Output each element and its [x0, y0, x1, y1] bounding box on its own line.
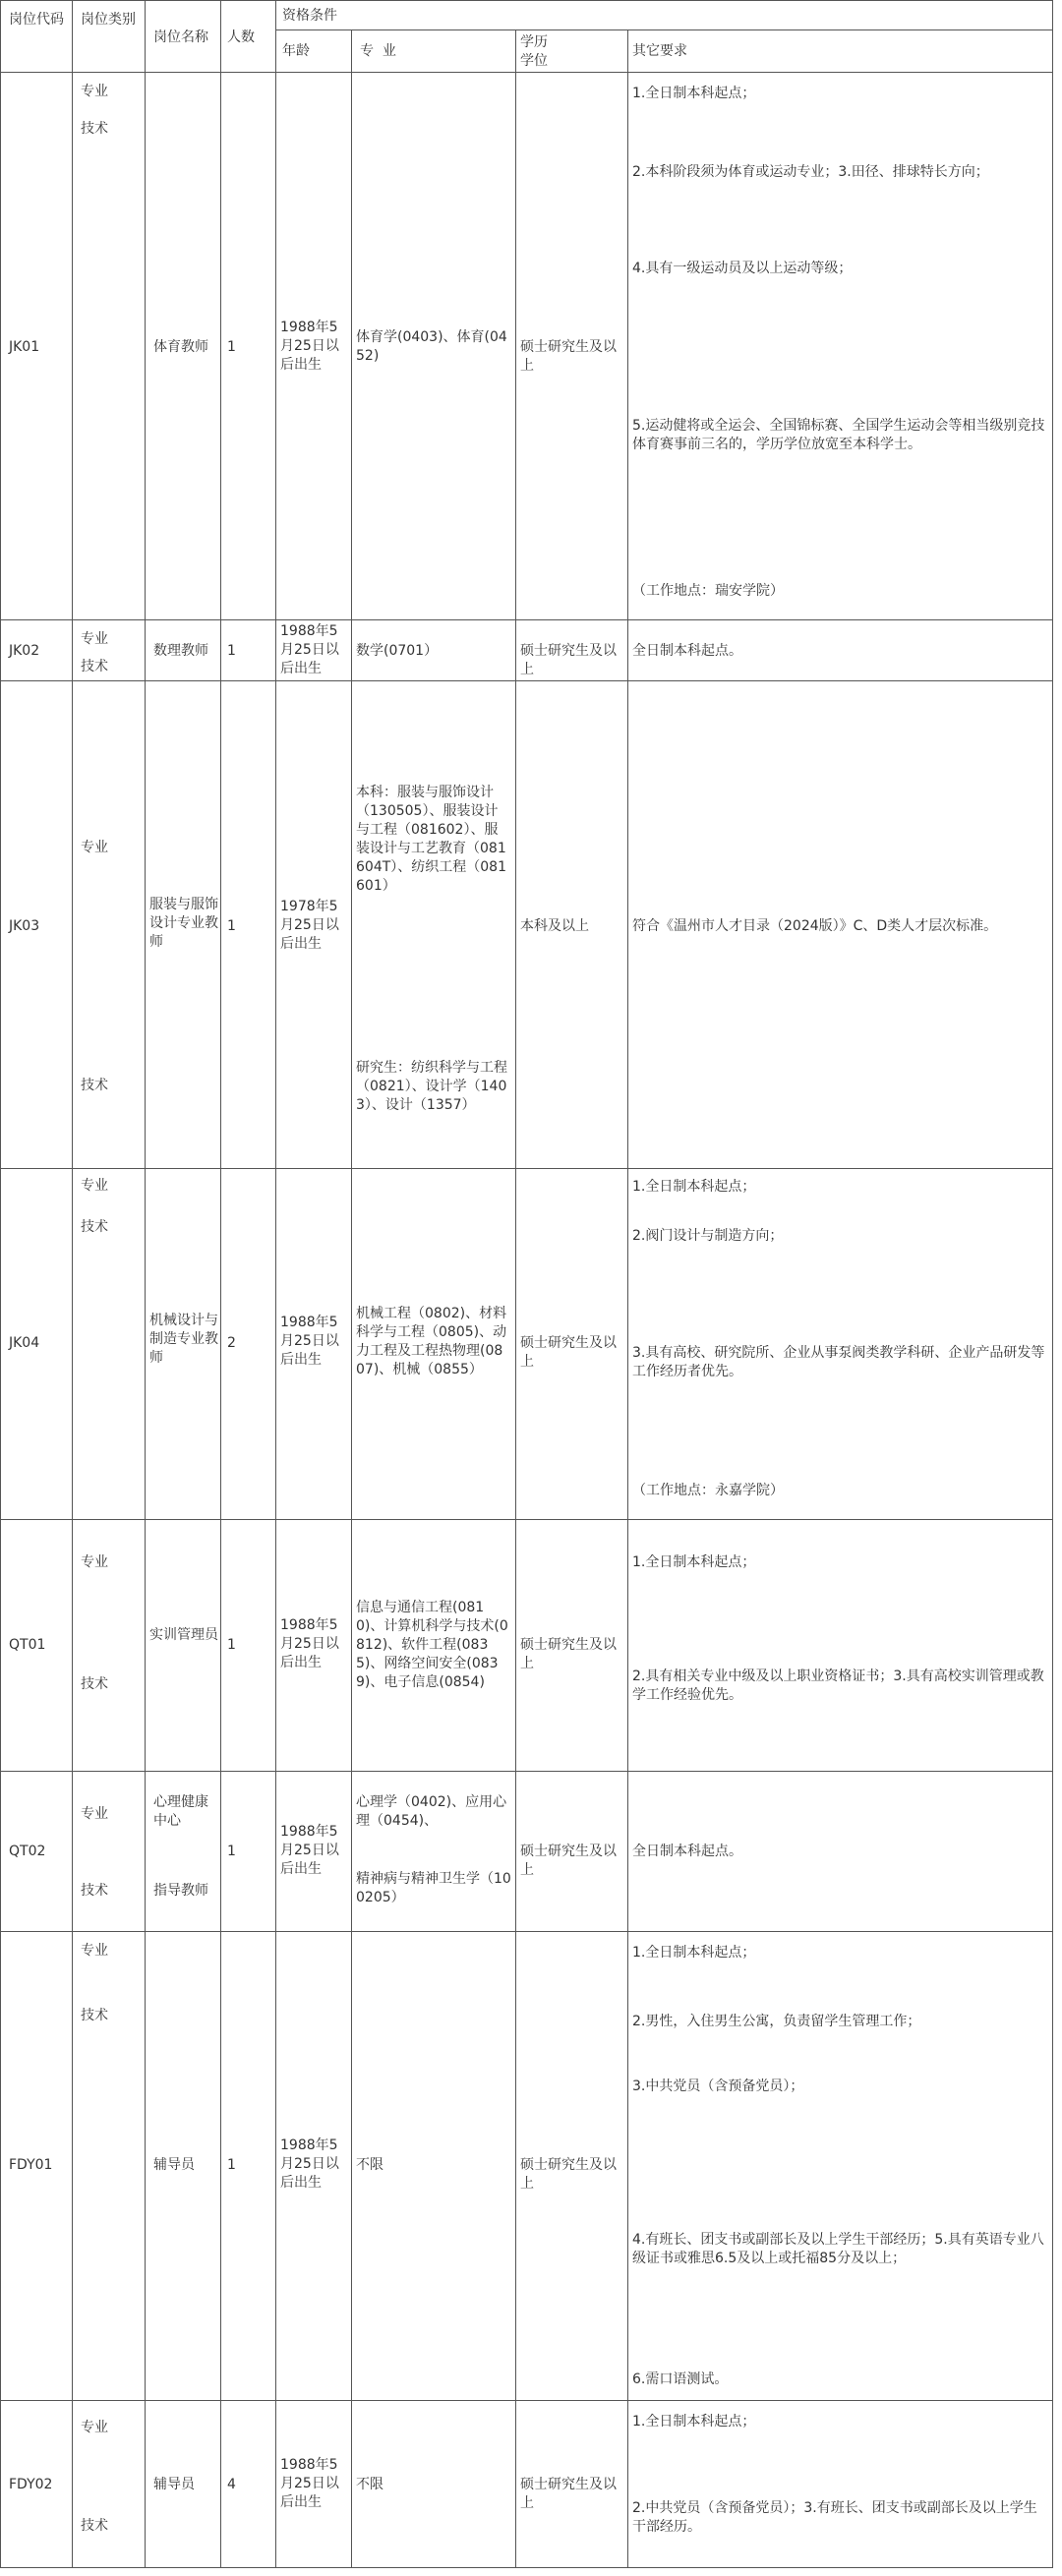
row-other-1: 1.全日制本科起点；	[632, 2414, 756, 2430]
header-education-label: 学历学位	[520, 34, 548, 69]
row-qt02-major-cell	[352, 1772, 516, 1932]
row-name: 体育教师	[153, 339, 208, 355]
row-jk04-code-cell	[0, 1169, 73, 1520]
row-code: FDY01	[9, 2157, 53, 2173]
row-category-1: 专业	[81, 2420, 108, 2435]
row-other-5: 6.需口语测试。	[632, 2371, 729, 2387]
row-other-1: 1.全日制本科起点；	[632, 1179, 756, 1195]
row-name-1: 心理健康中心	[153, 1794, 208, 1829]
row-age: 1988年5月25日以后出生	[280, 1315, 339, 1368]
row-count: 1	[227, 2157, 236, 2173]
row-jk03-category-cell	[73, 681, 146, 1169]
row-education: 本科及以上	[520, 918, 589, 934]
row-other-3: 3.中共党员（含预备党员）；	[632, 2078, 804, 2094]
row-category-2: 技术	[81, 1219, 108, 1235]
row-fdy02-name-cell	[146, 2401, 221, 2568]
row-qt02-count-cell	[221, 1772, 276, 1932]
row-major-2: 精神病与精神卫生学（100205）	[356, 1871, 511, 1905]
row-jk04-category-cell	[73, 1169, 146, 1520]
row-qt02-code-cell	[0, 1772, 73, 1932]
header-age-label: 年龄	[282, 43, 310, 59]
row-code: QT02	[9, 1844, 46, 1859]
row-jk03-other-cell	[628, 681, 1053, 1169]
row-jk03-name-cell	[146, 681, 221, 1169]
row-fdy02-education-cell	[516, 2401, 628, 2568]
row-qt02-education-cell	[516, 1772, 628, 1932]
row-count: 1	[227, 1844, 236, 1859]
row-other-4: 5.运动健将或全运会、全国锦标赛、全国学生运动会等相当级别竞技体育赛事前三名的，学历学位放宽至本科学士。	[632, 418, 1045, 452]
row-education: 硕士研究生及以上	[520, 1335, 617, 1370]
row-other-4: 4.有班长、团支书或副部长及以上学生干部经历；5.具有英语专业八级证书或雅思6.5及以上或托福85分及以上；	[632, 2232, 1044, 2266]
row-education: 硕士研究生及以上	[520, 2477, 617, 2511]
row-other-5: （工作地点：瑞安学院）	[632, 583, 784, 599]
row-category-2: 技术	[81, 1078, 108, 1093]
row-fdy01-education-cell	[516, 1932, 628, 2401]
row-qt02-category-cell	[73, 1772, 146, 1932]
header-age-cell	[276, 30, 352, 73]
row-jk01-major-cell	[352, 73, 516, 620]
header-count-label: 人数	[227, 29, 255, 45]
row-fdy01-age-cell	[276, 1932, 352, 2401]
row-fdy02-age-cell	[276, 2401, 352, 2568]
row-other-3: 4.具有一级运动员及以上运动等级；	[632, 261, 853, 276]
row-education: 硕士研究生及以上	[520, 643, 617, 677]
row-code: JK01	[9, 339, 40, 355]
row-other-2: 2.男性，入住男生公寓，负责留学生管理工作；	[632, 2014, 921, 2029]
row-jk02-age-cell	[276, 620, 352, 681]
row-code: FDY02	[9, 2477, 53, 2492]
row-jk02-other-cell	[628, 620, 1053, 681]
header-name-label: 岗位名称	[153, 29, 208, 45]
row-other-2: 2.本科阶段须为体育或运动专业；3.田径、排球特长方向；	[632, 164, 989, 180]
row-other-1: 1.全日制本科起点；	[632, 1945, 756, 1961]
row-fdy01-name-cell	[146, 1932, 221, 2401]
row-category-1: 专业	[81, 631, 108, 647]
row-fdy02-count-cell	[221, 2401, 276, 2568]
header-qualification-cell	[276, 0, 1053, 30]
row-qt01-other-cell	[628, 1520, 1053, 1772]
header-qualification-label: 资格条件	[282, 8, 337, 24]
row-fdy01-category-cell	[73, 1932, 146, 2401]
row-fdy01-other-cell	[628, 1932, 1053, 2401]
row-jk02-code-cell	[0, 620, 73, 681]
row-age: 1988年5月25日以后出生	[280, 2137, 339, 2191]
row-age: 1988年5月25日以后出生	[280, 1617, 339, 1670]
header-other-cell	[628, 30, 1053, 73]
row-qt01-count-cell	[221, 1520, 276, 1772]
row-other-1: 全日制本科起点。	[632, 1844, 742, 1859]
row-count: 1	[227, 918, 236, 934]
row-other-1: 符合《温州市人才目录（2024版）》C、D类人才层次标准。	[632, 918, 998, 934]
header-name-cell	[146, 0, 221, 73]
row-education: 硕士研究生及以上	[520, 1637, 617, 1671]
row-count: 2	[227, 1335, 236, 1351]
row-jk04-count-cell	[221, 1169, 276, 1520]
row-jk04-age-cell	[276, 1169, 352, 1520]
row-other-1: 1.全日制本科起点；	[632, 86, 756, 101]
row-category-1: 专业	[81, 1943, 108, 1959]
row-name: 辅导员	[153, 2157, 195, 2173]
row-name-2: 指导教师	[153, 1883, 208, 1899]
row-category-2: 技术	[81, 2008, 108, 2023]
row-other-2: 2.阀门设计与制造方向；	[632, 1228, 784, 1244]
row-category-2: 技术	[81, 1676, 108, 1692]
header-count-cell	[221, 0, 276, 73]
header-code-cell	[0, 0, 73, 73]
row-count: 1	[227, 643, 236, 659]
row-jk03-education-cell	[516, 681, 628, 1169]
row-code: JK02	[9, 643, 40, 659]
row-other-1: 1.全日制本科起点；	[632, 1554, 756, 1570]
row-other-1: 全日制本科起点。	[632, 643, 742, 659]
header-major-cell	[352, 30, 516, 73]
row-count: 1	[227, 339, 236, 355]
row-category-1: 专业	[81, 840, 108, 855]
row-education: 硕士研究生及以上	[520, 2157, 617, 2192]
row-count: 4	[227, 2477, 236, 2492]
header-other-label: 其它要求	[632, 43, 687, 59]
row-major: 数学(0701）	[356, 643, 439, 659]
row-jk01-count-cell	[221, 73, 276, 620]
row-name: 实训管理员	[149, 1627, 218, 1643]
row-jk04-education-cell	[516, 1169, 628, 1520]
row-fdy02-other-cell	[628, 2401, 1053, 2568]
row-jk01-category-cell	[73, 73, 146, 620]
row-qt01-age-cell	[276, 1520, 352, 1772]
row-qt01-major-cell	[352, 1520, 516, 1772]
row-code: JK04	[9, 1335, 40, 1351]
row-jk01-age-cell	[276, 73, 352, 620]
row-major: 不限	[356, 2157, 384, 2173]
row-major: 不限	[356, 2477, 384, 2492]
row-name: 辅导员	[153, 2477, 195, 2492]
row-qt02-age-cell	[276, 1772, 352, 1932]
row-jk04-major-cell	[352, 1169, 516, 1520]
row-age: 1988年5月25日以后出生	[280, 320, 339, 373]
row-age: 1988年5月25日以后出生	[280, 2457, 339, 2510]
row-jk04-other-cell	[628, 1169, 1053, 1520]
row-education: 硕士研究生及以上	[520, 1844, 617, 1878]
row-qt02-other-cell	[628, 1772, 1053, 1932]
row-jk01-education-cell	[516, 73, 628, 620]
row-jk01-name-cell	[146, 73, 221, 620]
row-fdy02-code-cell	[0, 2401, 73, 2568]
row-jk03-age-cell	[276, 681, 352, 1169]
row-category-1: 专业	[81, 1554, 108, 1570]
row-jk03-code-cell	[0, 681, 73, 1169]
header-code-label: 岗位代码	[9, 12, 64, 28]
header-education-cell	[516, 30, 628, 73]
row-jk02-major-cell	[352, 620, 516, 681]
row-major: 信息与通信工程(0810)、计算机科学与技术(0812)、软件工程(0835)、网络空间安全(0839)、电子信息(0854)	[356, 1600, 508, 1690]
row-category-1: 专业	[81, 1806, 108, 1822]
row-major: 体育学(0403)、体育(0452)	[356, 329, 507, 364]
row-category-2: 技术	[81, 2518, 108, 2534]
row-major-1: 心理学（0402)、应用心理（0454)、	[356, 1794, 507, 1829]
row-qt01-code-cell	[0, 1520, 73, 1772]
row-major: 机械工程（0802)、材料科学与工程（0805)、动力工程及工程热物理(0807)、机械（0855）	[356, 1306, 507, 1377]
row-qt02-name-cell	[146, 1772, 221, 1932]
row-count: 1	[227, 1637, 236, 1653]
row-fdy02-category-cell	[73, 2401, 146, 2568]
row-jk02-name-cell	[146, 620, 221, 681]
row-other-3: 3.具有高校、研究院所、企业从事泵阀类教学科研、企业产品研发等工作经历者优先。	[632, 1345, 1045, 1379]
header-major-label: 专 业	[360, 43, 396, 59]
row-jk02-education-cell	[516, 620, 628, 681]
row-code: QT01	[9, 1637, 46, 1653]
row-other-4: （工作地点：永嘉学院）	[632, 1483, 784, 1498]
row-other-2: 2.具有相关专业中级及以上职业资格证书；3.具有高校实训管理或教学工作经验优先。	[632, 1669, 1044, 1703]
row-fdy01-code-cell	[0, 1932, 73, 2401]
row-jk04-name-cell	[146, 1169, 221, 1520]
row-jk01-code-cell	[0, 73, 73, 620]
row-jk03-count-cell	[221, 681, 276, 1169]
row-category-1: 专业	[81, 84, 108, 99]
row-age: 1978年5月25日以后出生	[280, 899, 339, 952]
row-fdy02-major-cell	[352, 2401, 516, 2568]
row-category-2: 技术	[81, 121, 108, 137]
row-jk02-category-cell	[73, 620, 146, 681]
row-major-1: 本科：服装与服饰设计（130505）、服装设计与工程（081602）、服装设计与工艺教育（081604T）、纺织工程（081601）	[356, 785, 506, 894]
row-other-2: 2.中共党员（含预备党员）；3.有班长、团支书或副部长及以上学生干部经历。	[632, 2500, 1037, 2535]
row-age: 1988年5月25日以后出生	[280, 1824, 339, 1877]
row-category-1: 专业	[81, 1178, 108, 1194]
row-education: 硕士研究生及以上	[520, 339, 617, 374]
row-category-2: 技术	[81, 1883, 108, 1899]
row-qt01-education-cell	[516, 1520, 628, 1772]
row-fdy01-count-cell	[221, 1932, 276, 2401]
row-jk02-count-cell	[221, 620, 276, 681]
row-jk01-other-cell	[628, 73, 1053, 620]
row-qt01-name-cell	[146, 1520, 221, 1772]
header-category-label: 岗位类别	[81, 12, 136, 28]
row-major-2: 研究生：纺织科学与工程（0821）、设计学（1403）、设计（1357）	[356, 1060, 507, 1113]
header-category-cell	[73, 0, 146, 73]
row-age: 1988年5月25日以后出生	[280, 623, 339, 676]
row-category-2: 技术	[81, 659, 108, 674]
row-jk03-major-cell	[352, 681, 516, 1169]
row-name: 机械设计与制造专业教师	[149, 1313, 218, 1366]
row-name: 服装与服饰设计专业教师	[149, 897, 218, 950]
row-qt01-category-cell	[73, 1520, 146, 1772]
row-fdy01-major-cell	[352, 1932, 516, 2401]
row-name: 数理教师	[153, 643, 208, 659]
row-code: JK03	[9, 918, 40, 934]
